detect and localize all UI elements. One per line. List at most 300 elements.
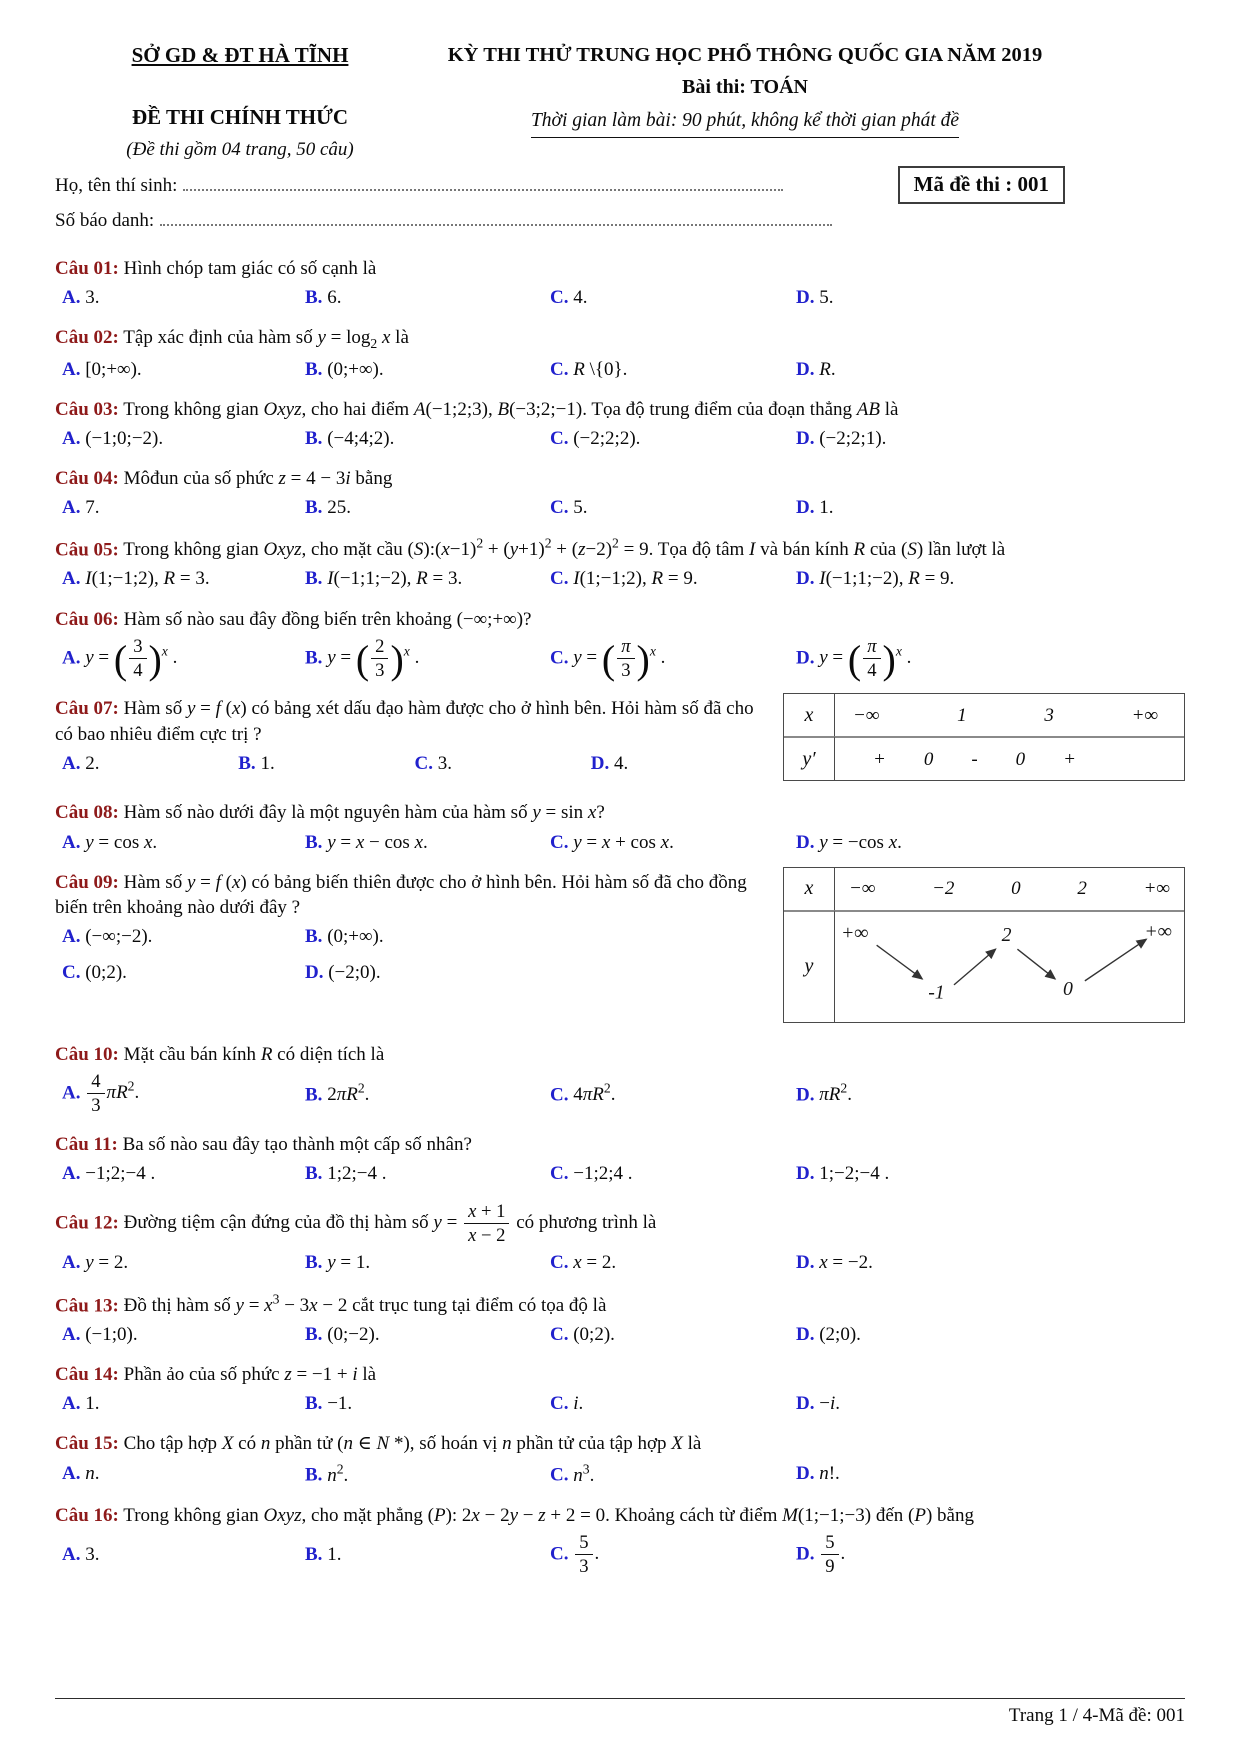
option-text: (−4;4;2). xyxy=(327,427,395,449)
sign-table-x-value: 1 xyxy=(957,704,967,726)
option-text: I(1;−1;2), R = 9. xyxy=(573,568,698,590)
option-letter: C. xyxy=(550,1543,569,1565)
option-a xyxy=(62,1460,305,1487)
question-block xyxy=(55,1496,1185,1584)
option-letter: D. xyxy=(796,831,815,853)
option-text: n. xyxy=(85,1463,100,1485)
page-number: Trang 1 / 4-Mã đề: 001 xyxy=(1008,1704,1185,1726)
option-text: y = 1. xyxy=(327,1252,371,1274)
question-block xyxy=(55,1424,1185,1493)
question-number: Câu 05: xyxy=(55,539,119,561)
question-number: Câu 15: xyxy=(55,1433,119,1455)
question-body: Đồ thị hàm số $y = x^3 - 3x - 2$ cắt trục tung tại điểm có tọa độ là xyxy=(123,1291,607,1316)
question-block xyxy=(55,528,1185,597)
question-body: Trong không gian Oxyz, cho hai điểm A(−1;2;3), B(−3;2;−1). Tọa độ trung điểm của đoạn thẳng AB là xyxy=(123,398,899,420)
candidate-id-line xyxy=(55,208,1185,233)
question-text xyxy=(55,256,1185,281)
option-letter: D. xyxy=(796,1162,815,1184)
option-letter: C. xyxy=(550,1323,569,1345)
question-block xyxy=(55,249,1185,316)
option-letter: B. xyxy=(238,752,256,774)
option-b xyxy=(305,829,550,856)
option-b xyxy=(305,356,550,383)
option-d xyxy=(796,635,1185,683)
option-b xyxy=(305,1390,550,1417)
option-text: 7. xyxy=(85,497,100,518)
option-letter: B. xyxy=(305,1323,323,1345)
sign-table-sign: + xyxy=(1063,748,1076,770)
y-value-min2: 0 xyxy=(1063,977,1073,1000)
question-block xyxy=(55,1194,1185,1282)
option-text: y = ( $\frac{3}{4}$ )$^x$ . xyxy=(85,635,178,682)
option-text: 5. xyxy=(573,497,588,518)
question-block xyxy=(55,1035,1185,1123)
option-text: R \{0}. xyxy=(573,358,628,380)
option-a xyxy=(62,1541,305,1568)
option-d xyxy=(796,1531,1185,1579)
option-text: 3. xyxy=(437,752,452,774)
question-text xyxy=(55,1362,1185,1387)
option-letter: A. xyxy=(62,497,81,518)
y-value-end: +∞ xyxy=(1144,919,1172,942)
question-body: Tập xác định của hàm số $y = \log_2 x$ là xyxy=(123,326,409,351)
option-letter: C. xyxy=(550,831,569,853)
option-b xyxy=(305,1160,550,1187)
option-a xyxy=(62,1249,305,1276)
option-text: I(−1;1;−2), R = 9. xyxy=(819,568,955,590)
y-value-max: 2 xyxy=(1001,923,1012,946)
option-a xyxy=(62,1070,305,1118)
y-value-start: +∞ xyxy=(840,921,869,944)
exam-title: KỲ THI THỬ TRUNG HỌC PHỔ THÔNG QUỐC GIA NĂM 2019 xyxy=(447,44,1043,66)
option-c xyxy=(550,1390,796,1417)
option-text: (0;+∞). xyxy=(327,925,384,947)
option-text: $2\pi R^2$. xyxy=(327,1080,370,1106)
option-letter: B. xyxy=(305,358,323,380)
option-letter: D. xyxy=(796,358,815,380)
option-letter: B. xyxy=(305,831,323,853)
question-number: Câu 08: xyxy=(55,802,119,824)
option-letter: D. xyxy=(796,1252,815,1274)
option-letter: C. xyxy=(550,1252,569,1274)
option-d xyxy=(796,494,1185,521)
answer-options xyxy=(55,494,1185,521)
option-letter: D. xyxy=(796,1543,815,1565)
option-letter: A. xyxy=(62,286,81,308)
sign-table-x-value: −∞ xyxy=(853,704,880,726)
option-a xyxy=(62,635,305,683)
option-text: −i. xyxy=(819,1393,840,1415)
question-number: Câu 10: xyxy=(55,1043,119,1065)
option-c xyxy=(550,284,796,311)
option-letter: A. xyxy=(62,1323,81,1345)
option-letter: B. xyxy=(305,1544,323,1566)
question-number: Câu 11: xyxy=(55,1133,118,1155)
question-text xyxy=(55,397,1185,422)
option-text: −1;2;4 . xyxy=(573,1162,633,1184)
option-text: $4\pi R^2$. xyxy=(573,1080,616,1106)
question-body: Môđun của số phức z = 4 − 3i bằng xyxy=(123,467,393,489)
option-text: $n^2$. xyxy=(327,1461,349,1486)
option-text: y = cos x. xyxy=(85,831,158,853)
option-letter: B. xyxy=(305,286,323,308)
option-b xyxy=(305,635,550,683)
question-text xyxy=(55,1042,1185,1067)
option-a xyxy=(62,565,305,592)
option-text: y = ( $\frac{\pi}{4}$ )$^x$ . xyxy=(819,635,912,682)
option-letter: A. xyxy=(62,925,81,947)
question-body: Ba số nào sau đây tạo thành một cấp số nhân? xyxy=(122,1133,472,1155)
sign-table-x-values xyxy=(834,694,1184,736)
option-c xyxy=(62,959,305,986)
sign-table-x-value: 3 xyxy=(1044,704,1054,726)
question-text xyxy=(55,1431,1185,1456)
question-block xyxy=(55,793,1185,860)
question-number: Câu 02: xyxy=(55,326,119,348)
sign-table-sign: - xyxy=(971,748,978,770)
variation-table-y-curve xyxy=(834,910,1184,1022)
question-number: Câu 14: xyxy=(55,1364,119,1386)
header-left xyxy=(55,42,425,163)
option-c xyxy=(550,635,796,683)
option-letter: B. xyxy=(305,1162,323,1184)
option-letter: D. xyxy=(590,752,610,774)
option-a xyxy=(62,1390,305,1417)
department-name: SỞ GD & ĐT HÀ TĨNH xyxy=(131,43,349,67)
option-text: 1;−2;−4 . xyxy=(819,1162,890,1184)
option-a xyxy=(62,494,305,521)
option-letter: B. xyxy=(305,1393,323,1415)
option-letter: D. xyxy=(796,568,815,590)
option-text: 1. xyxy=(85,1393,100,1415)
option-c xyxy=(550,425,796,452)
option-a xyxy=(62,284,305,311)
question-block xyxy=(55,1355,1185,1422)
option-a xyxy=(62,750,238,777)
option-text: (0;2). xyxy=(573,1323,615,1345)
option-b xyxy=(305,494,550,521)
option-text: 1;2;−4 . xyxy=(327,1162,387,1184)
question-body: Hàm số y = f (x) có bảng biến thiên được cho ở hình bên. Hỏi hàm số đã cho đồng biến trên khoảng nào dưới đây ? xyxy=(55,871,747,918)
variation-table-x-value: 0 xyxy=(1011,878,1021,900)
option-letter: B. xyxy=(305,427,323,449)
candidate-name-label: Họ, tên thí sinh: xyxy=(55,174,178,196)
question-text xyxy=(55,325,1185,353)
question-number: Câu 01: xyxy=(55,257,119,279)
option-d xyxy=(796,1390,1185,1417)
option-text: 4. xyxy=(573,286,588,308)
question-block xyxy=(55,318,1185,388)
option-text: $n^3$. xyxy=(573,1461,595,1486)
option-letter: A. xyxy=(62,568,81,590)
question-block xyxy=(55,863,1185,1033)
option-d xyxy=(591,750,767,777)
answer-options xyxy=(55,565,1185,592)
question-body: Hình chóp tam giác có số cạnh là xyxy=(123,257,377,279)
option-text: I(−1;1;−2), R = 3. xyxy=(327,568,463,590)
option-b xyxy=(305,1249,550,1276)
option-b xyxy=(238,750,414,777)
option-text: (−1;0). xyxy=(85,1323,138,1345)
option-c xyxy=(550,1160,796,1187)
option-d xyxy=(796,565,1185,592)
option-letter: C. xyxy=(550,1464,569,1486)
sign-table-yprime-values xyxy=(834,736,1184,780)
option-text: (−2;0). xyxy=(328,961,381,983)
question-text xyxy=(55,466,1185,491)
option-letter: C. xyxy=(62,961,81,983)
candidate-name-dotted-line xyxy=(183,175,783,191)
option-letter: A. xyxy=(62,1463,81,1485)
duration-note: Thời gian làm bài: 90 phút, không kể thời gian phát đề xyxy=(531,108,959,138)
y-value-min1: -1 xyxy=(928,981,945,1004)
option-text: y = ( $\frac{2}{3}$ )$^x$ . xyxy=(327,635,420,682)
sign-table-sign: 0 xyxy=(1015,748,1026,770)
page-count-note: (Đề thi gồm 04 trang, 50 câu) xyxy=(126,139,354,161)
answer-options xyxy=(55,1321,1185,1348)
answer-options xyxy=(55,923,767,986)
option-text: (0;−2). xyxy=(327,1323,380,1345)
option-b xyxy=(305,1079,550,1108)
question-text xyxy=(55,607,1185,632)
question-block xyxy=(55,1284,1185,1353)
header xyxy=(55,42,1185,163)
option-b xyxy=(305,1459,550,1488)
option-text: (−2;2;1). xyxy=(819,427,887,449)
question-body: Hàm số nào dưới đây là một nguyên hàm của hàm số y = sin x? xyxy=(123,802,605,824)
option-letter: D. xyxy=(796,1463,815,1485)
option-c xyxy=(415,750,591,777)
option-d xyxy=(305,959,767,986)
option-c xyxy=(550,1321,796,1348)
option-d xyxy=(796,1249,1185,1276)
candidate-id-dotted-line xyxy=(160,210,832,226)
option-text: R. xyxy=(819,358,836,380)
variation-table-x-values xyxy=(834,868,1184,910)
option-text: 3. xyxy=(85,1544,100,1566)
answer-options xyxy=(55,425,1185,452)
sign-table-yprime-label: y′ xyxy=(784,736,834,780)
option-letter: D. xyxy=(796,497,815,518)
option-text: x = −2. xyxy=(819,1252,873,1274)
option-letter: A. xyxy=(62,1162,81,1184)
question-number: Câu 09: xyxy=(55,871,119,893)
question-block xyxy=(55,1125,1185,1192)
option-a xyxy=(62,356,305,383)
subject-label: Bài thi: TOÁN xyxy=(682,76,808,99)
option-text: y = x − cos x. xyxy=(327,831,428,853)
question-body: Đường tiệm cận đứng của đồ thị hàm số y = $\frac{x + 1}{x - 2}$ có phương trình là xyxy=(123,1200,657,1247)
option-a xyxy=(62,1160,305,1187)
derivative-sign-table xyxy=(783,693,1185,781)
question-block xyxy=(55,390,1185,457)
option-a xyxy=(62,829,305,856)
option-text: (2;0). xyxy=(819,1323,861,1345)
option-letter: D. xyxy=(796,1393,815,1415)
option-c xyxy=(550,1459,796,1488)
option-letter: C. xyxy=(550,1162,569,1184)
option-d xyxy=(796,284,1185,311)
option-d xyxy=(796,829,1185,856)
option-text: y = 2. xyxy=(85,1252,129,1274)
option-text: (0;2). xyxy=(85,961,127,983)
option-text: $\frac{5}{3}$ . xyxy=(573,1543,599,1564)
option-c xyxy=(550,1249,796,1276)
option-letter: A. xyxy=(62,646,81,668)
question-block xyxy=(55,459,1185,526)
answer-options xyxy=(55,284,1185,311)
exam-code-box: Mã đề thi : 001 xyxy=(898,166,1065,204)
footer xyxy=(55,1698,1185,1728)
option-letter: B. xyxy=(305,1252,323,1274)
option-text: $\frac{5}{9}$ . xyxy=(819,1543,845,1564)
option-letter: D. xyxy=(796,427,815,449)
question-text xyxy=(55,800,1185,825)
option-letter: A. xyxy=(62,427,81,449)
footer-rule xyxy=(55,1698,1185,1699)
option-d xyxy=(796,1079,1185,1108)
option-letter: C. xyxy=(550,427,569,449)
option-letter: D. xyxy=(796,646,815,668)
answer-options xyxy=(55,1160,1185,1187)
option-letter: B. xyxy=(305,568,323,590)
option-letter: B. xyxy=(305,925,323,947)
question-text xyxy=(55,1291,1185,1318)
option-letter: A. xyxy=(62,1393,81,1415)
option-letter: D. xyxy=(305,961,324,983)
option-d xyxy=(796,356,1185,383)
sign-table-x-label: x xyxy=(804,704,814,727)
option-text: −1. xyxy=(327,1393,353,1415)
option-letter: A. xyxy=(62,752,81,774)
sign-table-sign: + xyxy=(873,748,886,770)
option-text: 25. xyxy=(327,497,351,518)
question-text xyxy=(55,1503,1185,1528)
option-c xyxy=(550,565,796,592)
sign-table-x-value: +∞ xyxy=(1131,704,1158,726)
option-letter: C. xyxy=(550,286,569,308)
variation-table-x-value: 2 xyxy=(1077,878,1087,900)
option-c xyxy=(550,494,796,521)
candidate-id-label: Số báo danh: xyxy=(55,209,155,231)
option-b xyxy=(305,425,550,452)
question-number: Câu 07: xyxy=(55,698,119,720)
option-letter: A. xyxy=(62,358,81,380)
option-a xyxy=(62,425,305,452)
option-text: 3. xyxy=(85,286,100,308)
option-a xyxy=(62,923,305,950)
question-text xyxy=(55,535,1185,562)
question-list xyxy=(55,249,1185,1584)
option-c xyxy=(550,1079,796,1108)
option-letter: B. xyxy=(305,1464,323,1486)
question-body: Cho tập hợp X có n phần tử (n ∈ N *), số hoán vị n phần tử của tập hợp X là xyxy=(123,1433,702,1455)
question-body: Trong không gian Oxyz, cho mặt cầu $(S):(x-1)^2 + (y+1)^2 + (z-2)^2 = 9$. Tọa độ tâm I và bán kính R của (S) lần lượt là xyxy=(123,536,1006,561)
question-number: Câu 06: xyxy=(55,608,119,630)
option-letter: C. xyxy=(550,1393,569,1415)
option-letter: A. xyxy=(62,1081,81,1103)
option-d xyxy=(796,1321,1185,1348)
option-b xyxy=(305,923,767,950)
option-b xyxy=(305,1541,550,1568)
option-a xyxy=(62,1321,305,1348)
variation-arrows-diagram xyxy=(835,913,1184,1021)
option-text: $\pi R^2$. xyxy=(819,1080,852,1106)
option-text: y = x + cos x. xyxy=(573,831,674,853)
option-b xyxy=(305,284,550,311)
question-body: Phần ảo của số phức z = −1 + i là xyxy=(123,1364,377,1386)
option-text: i. xyxy=(573,1393,584,1415)
option-letter: C. xyxy=(550,358,569,380)
header-right xyxy=(425,42,1185,163)
option-letter: A. xyxy=(62,831,81,853)
sign-table-sign: 0 xyxy=(923,748,934,770)
question-body: Hàm số y = f (x) có bảng xét dấu đạo hàm được cho ở hình bên. Hỏi hàm số đã cho có bao nhiêu điểm cực trị ? xyxy=(55,698,754,745)
option-text: (0;+∞). xyxy=(327,358,384,380)
variation-table-x-value: −∞ xyxy=(849,878,876,900)
option-text: I(1;−1;2), R = 3. xyxy=(85,568,210,590)
question-body: Hàm số nào sau đây đồng biến trên khoảng (−∞;+∞)? xyxy=(123,608,532,630)
variation-table-x-label: x xyxy=(804,877,814,900)
variation-table-y-label: y xyxy=(784,910,834,1022)
answer-options xyxy=(55,750,767,777)
answer-options xyxy=(55,829,1185,856)
option-text: x = 2. xyxy=(573,1252,617,1274)
answer-options xyxy=(55,1249,1185,1276)
option-letter: C. xyxy=(414,752,433,774)
option-letter: D. xyxy=(796,1323,815,1345)
option-text: 6. xyxy=(327,286,342,308)
option-text: $\frac{4}{3}$ $\pi R^2$. xyxy=(85,1082,139,1103)
answer-options xyxy=(55,1531,1185,1579)
option-letter: C. xyxy=(550,1084,569,1106)
variation-table-x-value: −2 xyxy=(932,878,955,900)
option-letter: C. xyxy=(550,497,569,518)
option-text: 1. xyxy=(327,1544,342,1566)
question-number: Câu 03: xyxy=(55,398,119,420)
option-b xyxy=(305,565,550,592)
answer-options xyxy=(55,1459,1185,1488)
option-text: y = −cos x. xyxy=(819,831,902,853)
option-text: y = ( $\frac{\pi}{3}$ )$^x$ . xyxy=(573,635,666,682)
option-text: (−2;2;2). xyxy=(573,427,641,449)
question-number: Câu 04: xyxy=(55,467,119,489)
option-letter: C. xyxy=(550,568,569,590)
option-d xyxy=(796,1160,1185,1187)
option-c xyxy=(550,356,796,383)
question-block xyxy=(55,600,1185,688)
question-body: Trong không gian Oxyz, cho mặt phẳng (P): 2x − 2y − z + 2 = 0. Khoảng cách từ điểm M(1;−1;−3) đến (P) bằng xyxy=(123,1504,974,1526)
option-text: n!. xyxy=(819,1463,840,1485)
option-d xyxy=(796,1460,1185,1487)
variation-table xyxy=(783,867,1185,1023)
answer-options xyxy=(55,1070,1185,1118)
option-d xyxy=(796,425,1185,452)
option-text: 5. xyxy=(819,286,834,308)
option-letter: A. xyxy=(62,1544,81,1566)
question-text xyxy=(55,1132,1185,1157)
option-text: (−1;0;−2). xyxy=(85,427,164,449)
question-number: Câu 13: xyxy=(55,1294,119,1316)
option-text: 2. xyxy=(85,752,100,774)
option-letter: C. xyxy=(550,646,569,668)
answer-options xyxy=(55,356,1185,383)
official-exam-label: ĐỀ THI CHÍNH THỨC xyxy=(131,104,349,129)
option-text: −1;2;−4 . xyxy=(85,1162,156,1184)
option-letter: D. xyxy=(796,1084,815,1106)
question-number: Câu 16: xyxy=(55,1504,119,1526)
option-letter: B. xyxy=(305,1084,323,1106)
